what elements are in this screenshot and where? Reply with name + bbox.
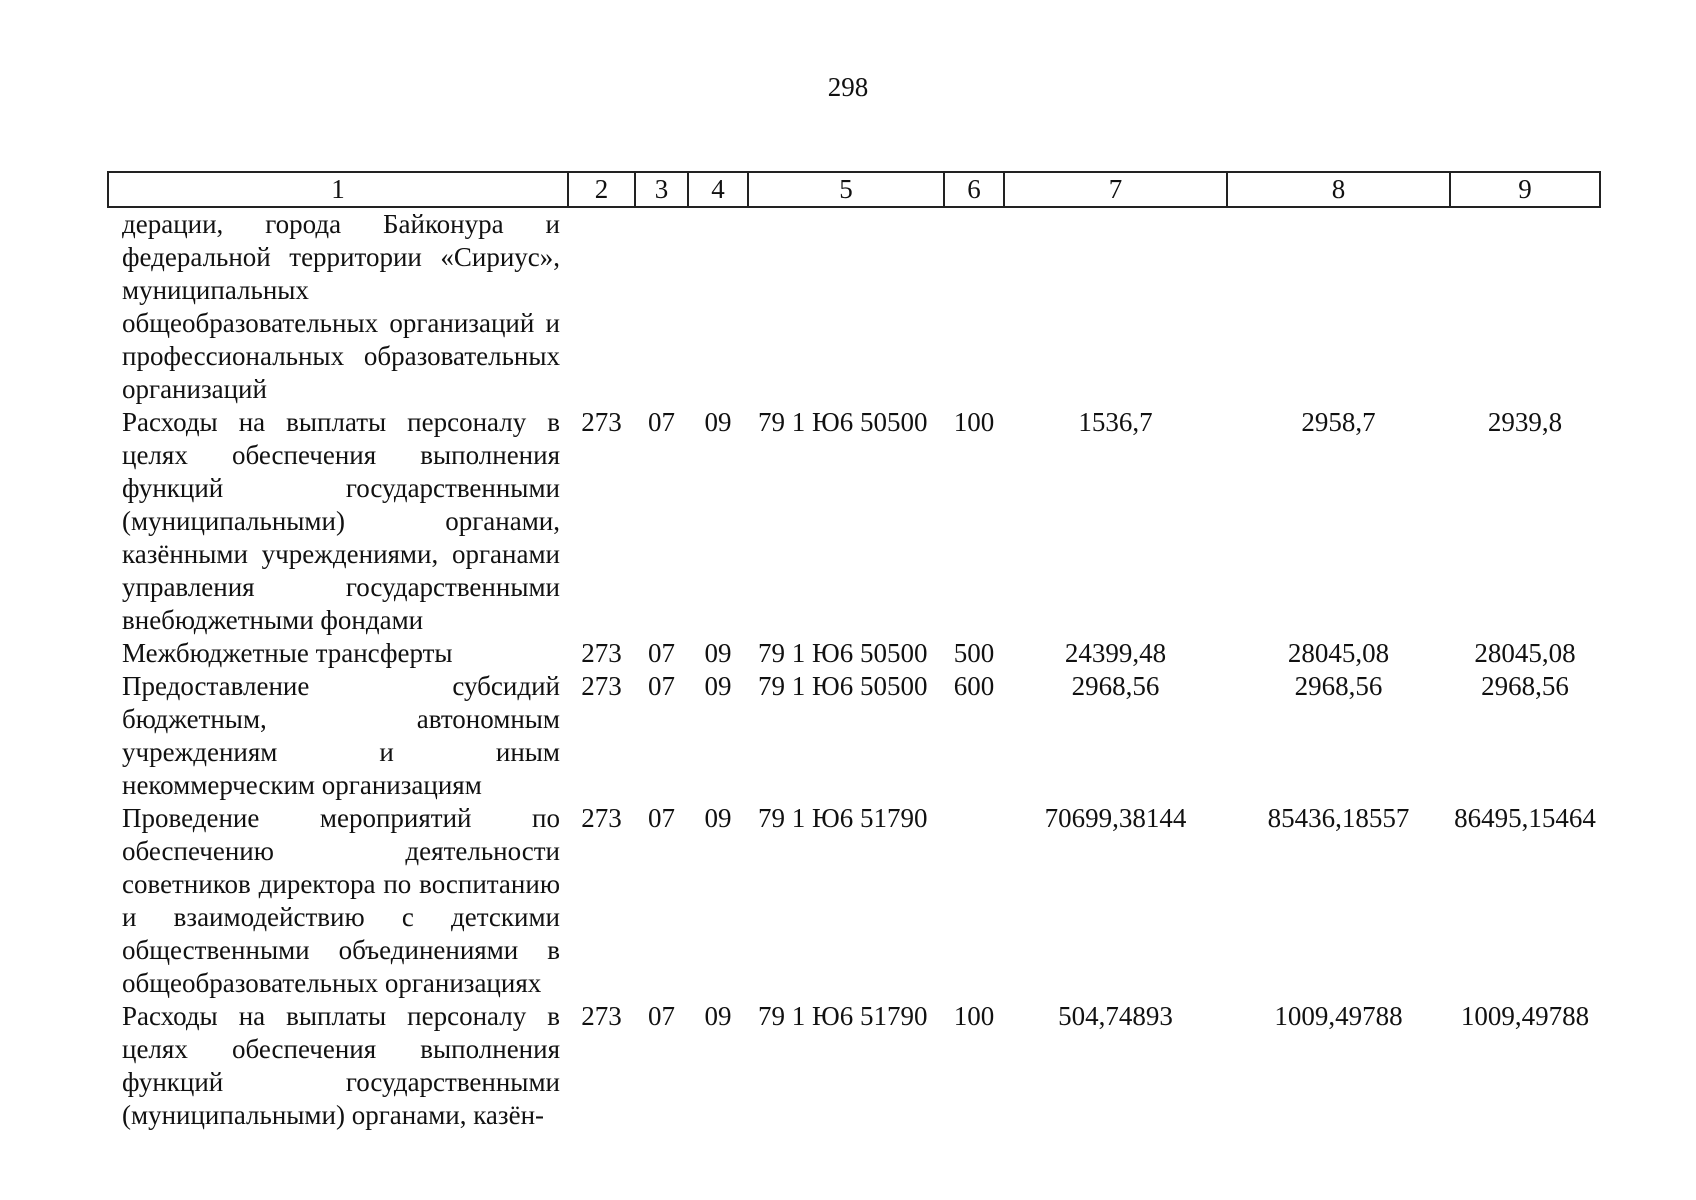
cell-amount-8: 2958,7 bbox=[1301, 407, 1376, 437]
table-row bbox=[108, 207, 1600, 406]
col-header-2: 2 bbox=[568, 172, 635, 207]
cell-subsection: 09 bbox=[704, 407, 732, 437]
cell-admin-code bbox=[568, 207, 635, 406]
cell-subsection: 09 bbox=[704, 638, 732, 668]
cell-expense-type: 500 bbox=[953, 638, 995, 668]
col-header-6: 6 bbox=[944, 172, 1004, 207]
cell-amount-9: 2939,8 bbox=[1487, 407, 1563, 437]
cell-target-article: 79 1 Ю6 51790 bbox=[758, 803, 928, 833]
cell-expense-type bbox=[944, 802, 1004, 1000]
cell-subsection bbox=[688, 207, 748, 406]
cell-target-article: 79 1 Ю6 50500 bbox=[758, 638, 928, 668]
cell-expense-type bbox=[944, 207, 1004, 406]
row-description: Расходы на выплаты персоналу в целях обеспечения выполнения функций государственными (муниципальными) органами, казён- bbox=[122, 1001, 560, 1130]
row-description: Предоставление субсидий бюджетным, автономным учреждениям и иным некоммерческим организациям bbox=[122, 671, 560, 800]
cell-section bbox=[635, 207, 688, 406]
cell-amount-9: 86495,15464 bbox=[1454, 803, 1596, 833]
cell-amount-7: 504,74893 bbox=[1058, 1001, 1173, 1031]
cell-target-article: 79 1 Ю6 50500 bbox=[758, 671, 928, 701]
budget-table bbox=[107, 171, 1601, 1132]
cell-section: 07 bbox=[648, 638, 675, 668]
col-header-9: 9 bbox=[1450, 172, 1600, 207]
cell-amount-9: 1009,49788 bbox=[1460, 1001, 1590, 1031]
page-number: 298 bbox=[827, 72, 869, 102]
table-row bbox=[108, 1000, 1600, 1132]
cell-amount-8: 28045,08 bbox=[1287, 638, 1390, 668]
table-row bbox=[108, 637, 1600, 670]
cell-amount-8: 85436,18557 bbox=[1267, 803, 1410, 833]
cell-expense-type: 100 bbox=[953, 1001, 995, 1031]
cell-subsection: 09 bbox=[704, 1001, 732, 1031]
col-header-5: 5 bbox=[748, 172, 944, 207]
row-description: Проведение мероприятий по обеспечению деятельности советников директора по воспитанию и взаимодействию с детскими общественными объединениями в общеобразовательных организациях bbox=[122, 803, 560, 998]
cell-admin-code: 273 bbox=[581, 638, 622, 668]
row-description: дерации, города Байконура и федеральной территории «Сириус», муниципальных общеобразовательных организаций и профессиональных образовательных организаций bbox=[122, 209, 560, 404]
cell-subsection: 09 bbox=[704, 803, 732, 833]
cell-admin-code: 273 bbox=[581, 1001, 622, 1031]
table-row bbox=[108, 802, 1600, 1000]
cell-amount-7: 24399,48 bbox=[1064, 638, 1167, 668]
cell-amount-8: 1009,49788 bbox=[1274, 1001, 1403, 1031]
cell-amount-7: 2968,56 bbox=[1071, 671, 1160, 701]
cell-target-article: 79 1 Ю6 51790 bbox=[758, 1001, 928, 1031]
cell-amount-7 bbox=[1004, 207, 1227, 406]
cell-admin-code: 273 bbox=[581, 407, 622, 437]
cell-section: 07 bbox=[648, 671, 675, 701]
cell-amount-8: 2968,56 bbox=[1294, 671, 1383, 701]
cell-expense-type: 100 bbox=[953, 407, 995, 437]
row-description: Расходы на выплаты персоналу в целях обеспечения выполнения функций государственными (муниципальными) органами, казёнными учреждениями, органами управления государственными внебюджетными фондами bbox=[122, 407, 560, 635]
cell-expense-type: 600 bbox=[953, 671, 995, 701]
cell-section: 07 bbox=[648, 407, 675, 437]
column-number-row bbox=[108, 172, 1600, 207]
cell-section: 07 bbox=[648, 1001, 675, 1031]
cell-target-article bbox=[748, 207, 944, 406]
col-header-1: 1 bbox=[108, 172, 568, 207]
table-row bbox=[108, 406, 1600, 637]
cell-amount-9: 28045,08 bbox=[1474, 638, 1576, 668]
cell-amount-9: 2968,56 bbox=[1481, 671, 1569, 701]
cell-target-article: 79 1 Ю6 50500 bbox=[758, 407, 928, 437]
cell-admin-code: 273 bbox=[581, 671, 622, 701]
cell-amount-9 bbox=[1450, 207, 1600, 406]
row-description: Межбюджетные трансферты bbox=[122, 638, 453, 668]
col-header-4: 4 bbox=[688, 172, 748, 207]
cell-amount-7: 1536,7 bbox=[1078, 407, 1153, 437]
col-header-3: 3 bbox=[635, 172, 688, 207]
cell-amount-7: 70699,38144 bbox=[1044, 803, 1187, 833]
cell-amount-8 bbox=[1227, 207, 1450, 406]
table-row bbox=[108, 670, 1600, 802]
col-header-7: 7 bbox=[1004, 172, 1227, 207]
cell-admin-code: 273 bbox=[581, 803, 622, 833]
cell-subsection: 09 bbox=[704, 671, 732, 701]
col-header-8: 8 bbox=[1227, 172, 1450, 207]
cell-section: 07 bbox=[648, 803, 675, 833]
